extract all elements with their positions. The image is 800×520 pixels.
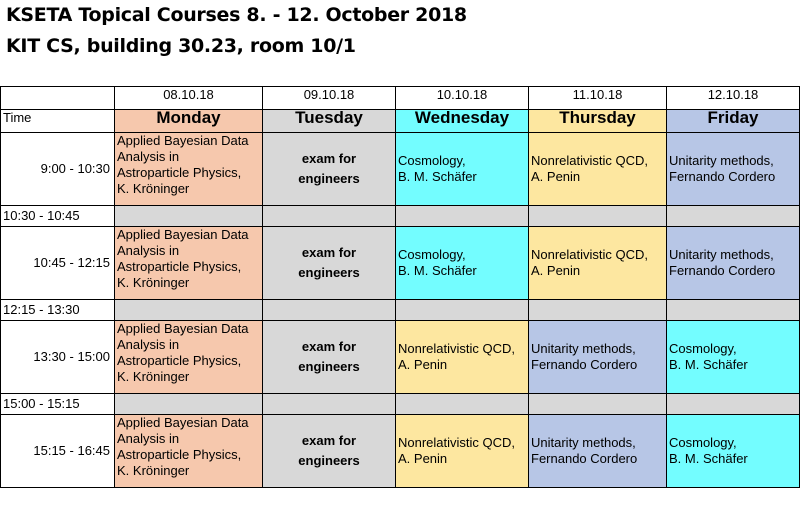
course-cell-unitarity (529, 415, 667, 488)
course-line: Cosmology, (669, 341, 737, 356)
course-cell-qcd (396, 415, 529, 488)
break-row (1, 206, 800, 227)
schedule-body (1, 87, 800, 488)
day-header-friday: Friday (667, 110, 800, 133)
course-cell-qcd (529, 227, 667, 300)
course-line: Unitarity methods, (669, 153, 774, 168)
course-line: Fernando Cordero (531, 451, 638, 466)
course-line: Analysis in (117, 337, 180, 352)
course-line: exam for (301, 339, 357, 354)
course-line: A. Penin (398, 357, 448, 372)
course-line: Analysis in (117, 243, 180, 258)
day-header-wednesday: Wednesday (396, 110, 529, 133)
break-cell (667, 394, 800, 415)
break-cell (396, 300, 529, 321)
course-line: Unitarity methods, (669, 247, 774, 262)
course-line: Analysis in (117, 149, 180, 164)
date-header: 11.10.18 (529, 87, 667, 110)
break-cell (667, 206, 800, 227)
course-line: Applied Bayesian Data (117, 415, 249, 430)
course-line: Cosmology, (398, 153, 466, 168)
course-line: Unitarity methods, (531, 435, 636, 450)
session-row (1, 415, 800, 488)
session-row (1, 321, 800, 394)
break-cell (115, 206, 263, 227)
course-cell-cosmology (396, 133, 529, 206)
course-line: Applied Bayesian Data (117, 133, 249, 148)
course-line: exam for (301, 151, 357, 166)
course-cell-cosmology (667, 321, 800, 394)
course-cell-bayesian (115, 415, 263, 488)
break-cell (263, 206, 396, 227)
course-line: exam for (301, 245, 357, 260)
course-line: Nonrelativistic QCD, (531, 153, 649, 168)
course-line: A. Penin (531, 263, 581, 278)
time-column-header: Time (1, 110, 115, 133)
course-line: engineers (298, 359, 360, 374)
course-line: engineers (298, 171, 360, 186)
break-time: 15:00 - 15:15 (1, 394, 115, 415)
course-line: Astroparticle Physics, (117, 447, 242, 462)
day-header-row (1, 110, 800, 133)
course-line: Applied Bayesian Data (117, 227, 249, 242)
day-header-monday: Monday (115, 110, 263, 133)
break-cell (529, 394, 667, 415)
course-cell-unitarity (529, 321, 667, 394)
course-cell-cosmology (396, 227, 529, 300)
break-time: 12:15 - 13:30 (1, 300, 115, 321)
session-time: 13:30 - 15:00 (1, 321, 115, 394)
course-line: engineers (298, 265, 360, 280)
break-cell (529, 300, 667, 321)
course-line: A. Penin (398, 451, 448, 466)
course-line: Astroparticle Physics, (117, 165, 242, 180)
date-header: 10.10.18 (396, 87, 529, 110)
date-header-empty (1, 87, 115, 110)
course-line: K. Kröninger (117, 275, 190, 290)
course-line: Astroparticle Physics, (117, 353, 242, 368)
day-header-thursday: Thursday (529, 110, 667, 133)
break-row (1, 394, 800, 415)
break-cell (667, 300, 800, 321)
course-line: Fernando Cordero (669, 263, 776, 278)
course-line: Fernando Cordero (531, 357, 638, 372)
course-line: Cosmology, (398, 247, 466, 262)
course-line: K. Kröninger (117, 369, 190, 384)
page-title: KSETA Topical Courses 8. - 12. October 2018 (6, 4, 467, 26)
page-subtitle: KIT CS, building 30.23, room 10/1 (6, 35, 356, 57)
date-header-row (1, 87, 800, 110)
day-header-tuesday: Tuesday (263, 110, 396, 133)
course-cell-cosmology (667, 415, 800, 488)
course-cell-unitarity (667, 227, 800, 300)
session-time: 15:15 - 16:45 (1, 415, 115, 488)
course-line: Nonrelativistic QCD, (398, 435, 516, 450)
course-cell-unitarity (667, 133, 800, 206)
break-cell (529, 206, 667, 227)
course-cell-bayesian (115, 321, 263, 394)
course-line: exam for (301, 433, 357, 448)
course-line: K. Kröninger (117, 463, 190, 478)
course-line: B. M. Schäfer (398, 263, 477, 278)
date-header: 12.10.18 (667, 87, 800, 110)
break-cell (115, 300, 263, 321)
break-cell (396, 206, 529, 227)
course-line: Astroparticle Physics, (117, 259, 242, 274)
break-cell (115, 394, 263, 415)
course-line: B. M. Schäfer (398, 169, 477, 184)
course-line: A. Penin (531, 169, 581, 184)
course-line: B. M. Schäfer (669, 451, 748, 466)
course-cell-qcd (529, 133, 667, 206)
break-cell (263, 300, 396, 321)
date-header: 08.10.18 (115, 87, 263, 110)
break-cell (396, 394, 529, 415)
course-cell-exam (263, 133, 396, 206)
course-line: Nonrelativistic QCD, (398, 341, 516, 356)
session-row (1, 227, 800, 300)
date-header: 09.10.18 (263, 87, 396, 110)
break-cell (263, 394, 396, 415)
course-cell-qcd (396, 321, 529, 394)
course-cell-exam (263, 227, 396, 300)
schedule-table (0, 86, 800, 488)
course-line: Nonrelativistic QCD, (531, 247, 649, 262)
session-row (1, 133, 800, 206)
course-line: engineers (298, 453, 360, 468)
course-cell-exam (263, 321, 396, 394)
course-line: Analysis in (117, 431, 180, 446)
course-line: Unitarity methods, (531, 341, 636, 356)
break-row (1, 300, 800, 321)
course-line: B. M. Schäfer (669, 357, 748, 372)
session-time: 10:45 - 12:15 (1, 227, 115, 300)
session-time: 9:00 - 10:30 (1, 133, 115, 206)
course-line: Cosmology, (669, 435, 737, 450)
course-line: Applied Bayesian Data (117, 321, 249, 336)
course-line: K. Kröninger (117, 181, 190, 196)
break-time: 10:30 - 10:45 (1, 206, 115, 227)
course-line: Fernando Cordero (669, 169, 776, 184)
course-cell-bayesian (115, 227, 263, 300)
course-cell-exam (263, 415, 396, 488)
course-cell-bayesian (115, 133, 263, 206)
